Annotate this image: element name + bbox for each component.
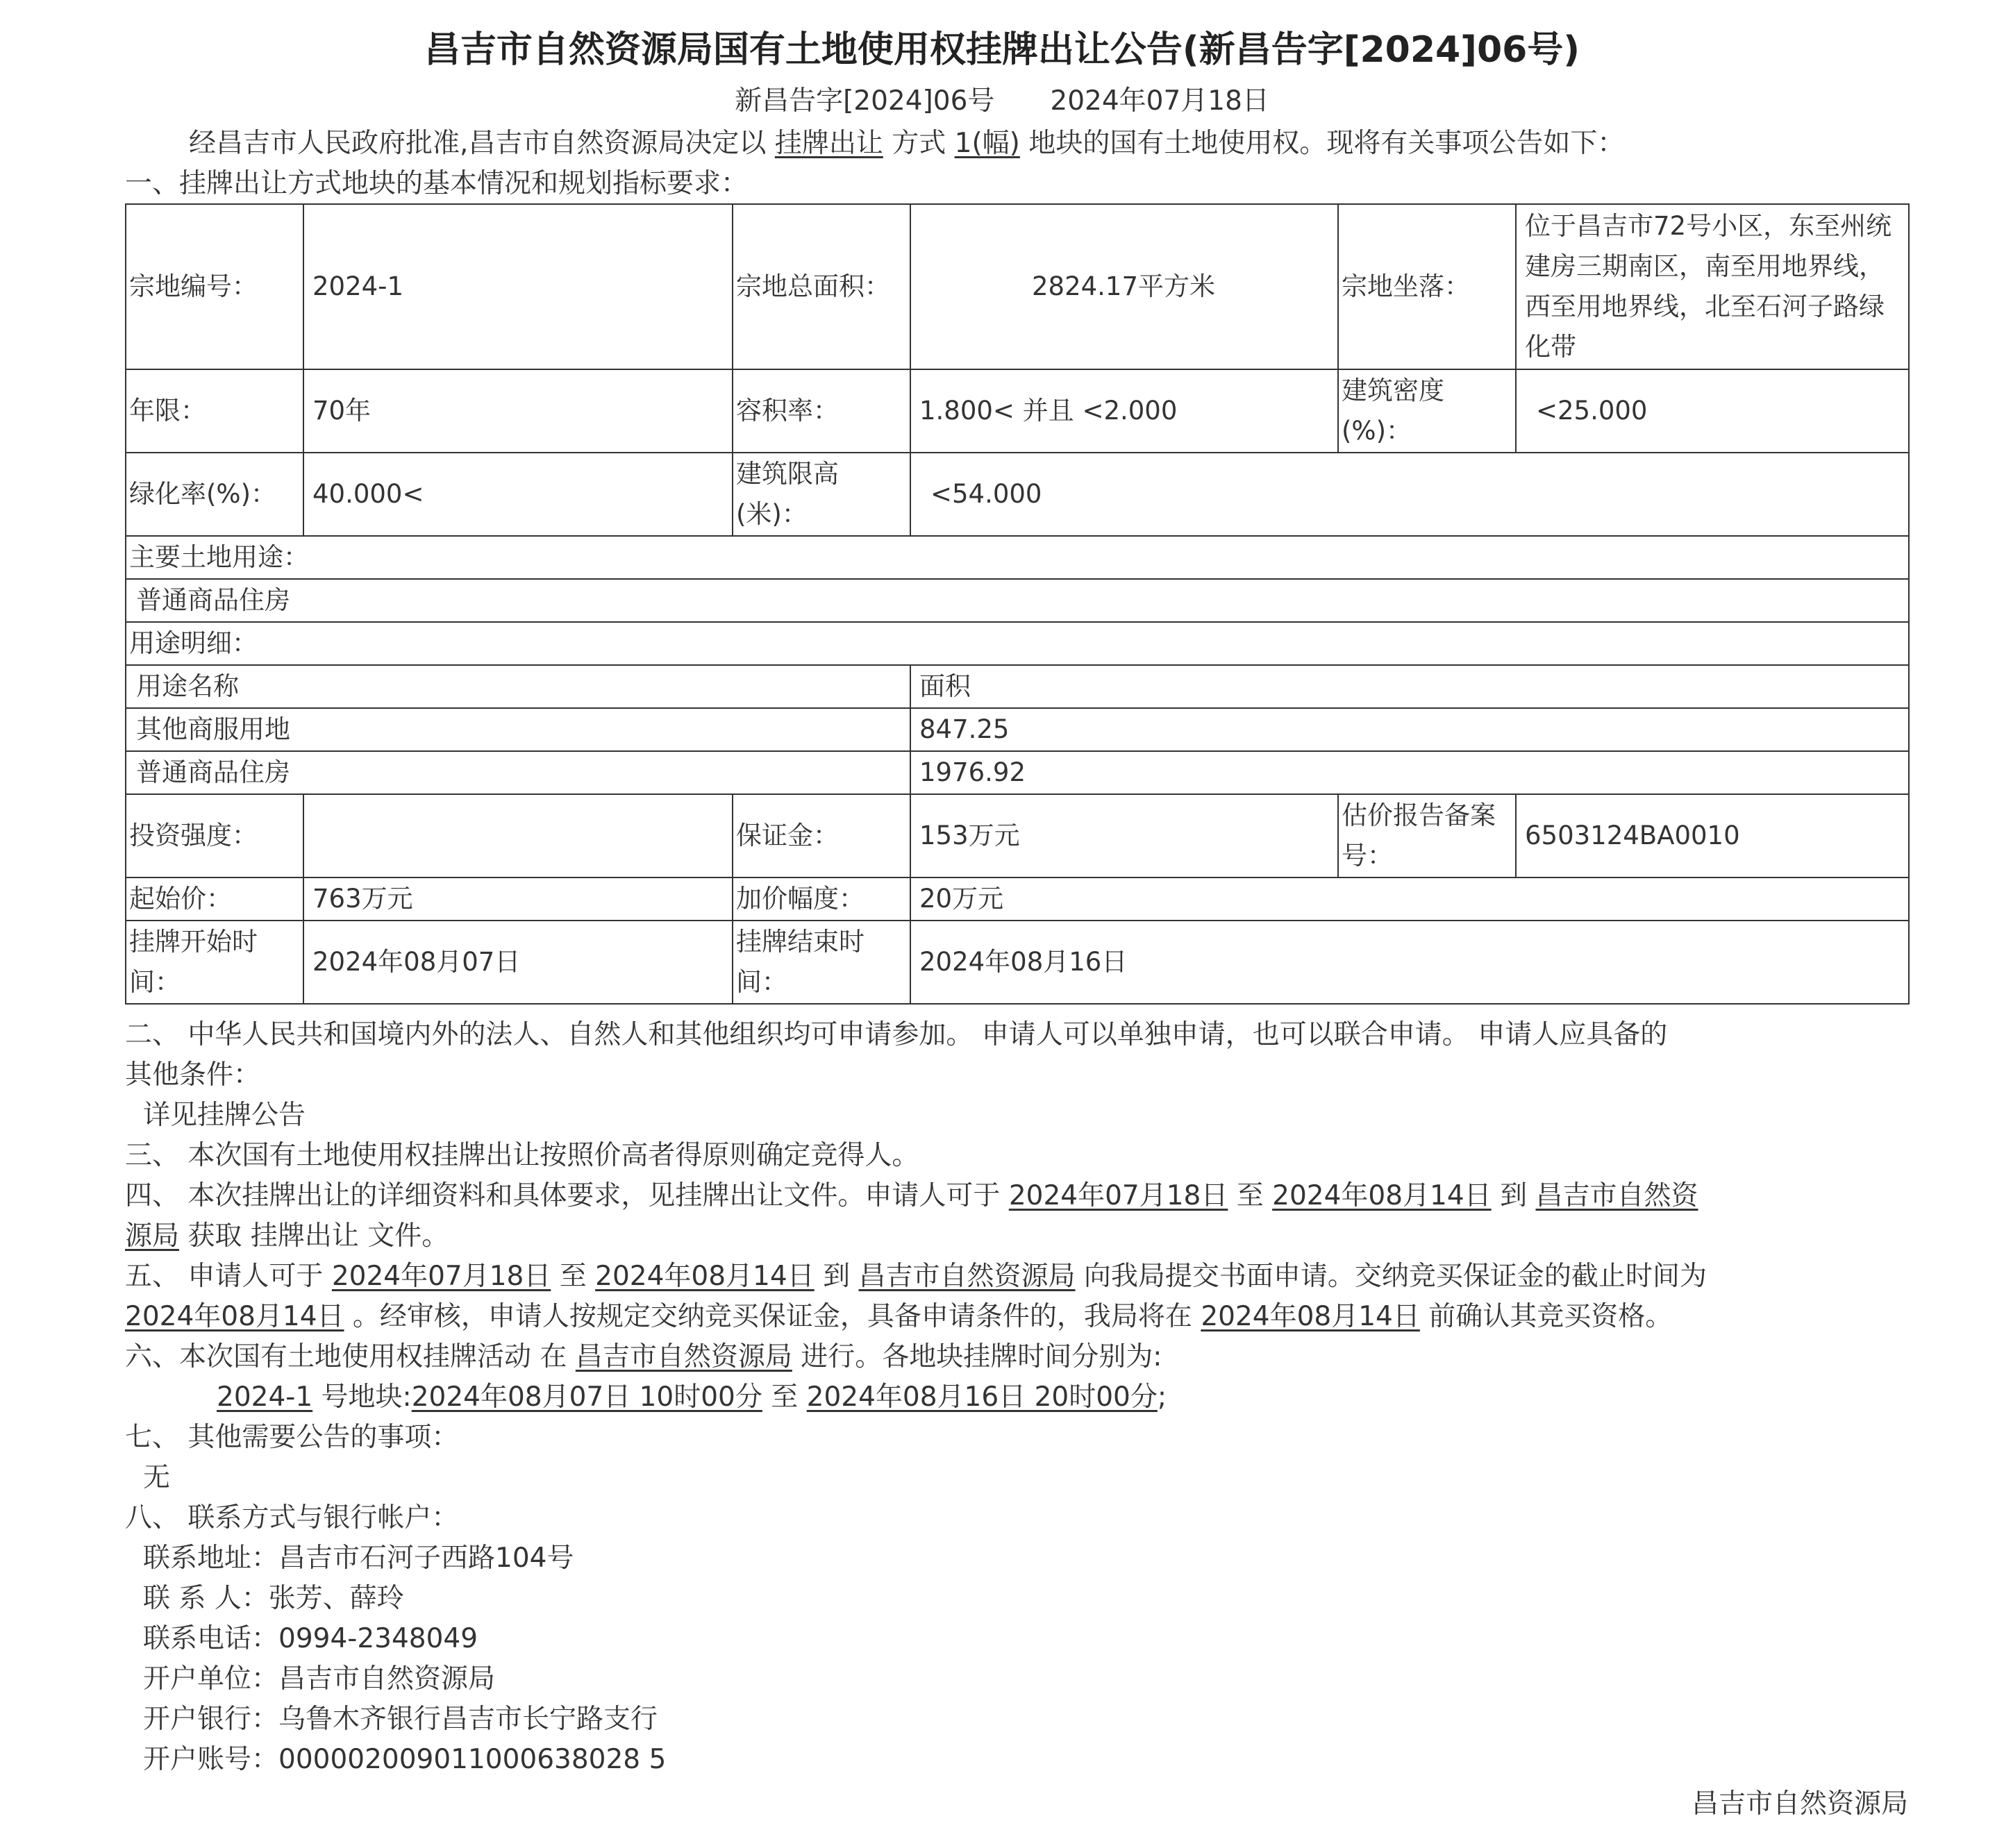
doc-meta: [0, 82, 2004, 121]
table-row: [126, 665, 1909, 708]
deposit-label: 保证金：: [733, 794, 910, 877]
section5-place: 昌吉市自然资源局: [858, 1261, 1076, 1292]
account-number: 开户账号：000002009011000638028 5: [143, 1744, 667, 1775]
section5-line1: [125, 1257, 1707, 1297]
density-label: 建筑密度(%)：: [1338, 369, 1516, 453]
section8-heading: 八、 联系方式与银行帐户：: [125, 1502, 459, 1534]
section6-parcel-id: 2024-1: [217, 1381, 313, 1413]
section4-line1: [125, 1176, 1698, 1216]
section2-line1: 二、 中华人民共和国境内外的法人、自然人和其他组织均可申请参加。 申请人可以单独申请，也可以联合申请。 申请人应具备的: [125, 1019, 1668, 1050]
section3: 三、 本次国有土地使用权挂牌出让按照价高者得原则确定竞得人。: [125, 1140, 919, 1171]
listing-end-label: 挂牌结束时间：: [733, 921, 910, 1004]
parcel-info-table: [125, 203, 1910, 1005]
section6-end: 2024年08月16日 20时00分: [806, 1381, 1158, 1413]
table-row: [126, 794, 1909, 877]
section5-line2: [125, 1297, 1672, 1337]
section5-text4: 前确认其竞买资格。: [1428, 1301, 1673, 1332]
section5-text2: 向我局提交书面申请。交纳竞买保证金的截止时间为: [1083, 1261, 1707, 1292]
deposit-value: 153万元: [910, 794, 1338, 877]
appraisal-value: 6503124BA0010: [1516, 794, 1909, 877]
use-area-header: 面积: [910, 665, 1909, 708]
section4-doc: 挂牌出让: [250, 1220, 359, 1252]
table-row: [126, 921, 1909, 1004]
height-value: <54.000: [910, 453, 1909, 536]
parcel-id-value: 2024-1: [303, 204, 733, 369]
issuer-signature: 昌吉市自然资源局: [1691, 1788, 1908, 1820]
account-unit: 开户单位：昌吉市自然资源局: [143, 1663, 496, 1695]
section6-place: 昌吉市自然资源局: [575, 1341, 792, 1372]
section4-date-from: 2024年07月18日: [1008, 1180, 1228, 1211]
section4-line2: [125, 1216, 449, 1257]
section4-to: 至: [1236, 1180, 1264, 1211]
section5-at: 到: [823, 1261, 851, 1292]
section5-date-to: 2024年08月14日: [595, 1261, 815, 1292]
increment-label: 加价幅度：: [733, 877, 910, 921]
table-row: [126, 369, 1909, 453]
use-area-cell: 1976.92: [910, 751, 1909, 794]
listing-end-value: 2024年08月16日: [910, 921, 1909, 1004]
main-use-value: 普通商品住房: [126, 579, 1909, 622]
use-name-header: 用途名称: [126, 665, 910, 708]
parcel-location-label: 宗地坐落：: [1338, 204, 1516, 369]
doc-date: 2024年07月18日: [1050, 85, 1269, 117]
table-row: [126, 536, 1909, 579]
section4-place: 昌吉市自然资: [1535, 1180, 1698, 1211]
section6-text: 六、本次国有土地使用权挂牌活动 在: [125, 1341, 567, 1372]
start-price-value: 763万元: [303, 877, 733, 921]
contact-address: 联系地址：昌吉市石河子西路104号: [143, 1543, 574, 1574]
intro-count: 1(幅): [954, 128, 1020, 159]
section5-date-from: 2024年07月18日: [331, 1261, 551, 1292]
listing-start-value: 2024年08月07日: [303, 921, 733, 1004]
section7-value: 无: [143, 1462, 171, 1493]
height-label: 建筑限高(米)：: [733, 453, 910, 536]
far-label: 容积率：: [733, 369, 910, 453]
section6-parcel-suffix: 号地块:: [321, 1381, 412, 1413]
start-price-label: 起始价：: [126, 877, 303, 921]
parcel-area-value: 2824.17平方米: [910, 204, 1338, 369]
use-name-cell: 普通商品住房: [126, 751, 910, 794]
section4-get: 获取: [187, 1220, 242, 1252]
use-area-cell: 847.25: [910, 708, 1909, 751]
table-row: [126, 708, 1909, 751]
intro-prefix: 经昌吉市人民政府批准,昌吉市自然资源局决定以: [189, 128, 767, 159]
appraisal-label: 估价报告备案号：: [1338, 794, 1516, 877]
section5-to: 至: [559, 1261, 587, 1292]
section7-heading: 七、 其他需要公告的事项：: [125, 1422, 459, 1453]
section5-text3: 。经审核，申请人按规定交纳竞买保证金，具备申请条件的，我局将在: [352, 1301, 1192, 1332]
doc-number: 新昌告字[2024]06号: [735, 85, 995, 117]
parcel-id-label: 宗地编号：: [126, 204, 303, 369]
invest-value: [303, 794, 733, 877]
use-detail-label: 用途明细：: [126, 622, 1909, 665]
section5-confirm-date: 2024年08月14日: [1201, 1301, 1420, 1332]
contact-person: 联 系 人：张芳、薛玲: [143, 1583, 404, 1614]
section6-start: 2024年08月07日 10时00分: [411, 1381, 762, 1413]
section6-text2: 进行。各地块挂牌时间分别为:: [801, 1341, 1162, 1372]
use-name-cell: 其他商服用地: [126, 708, 910, 751]
contact-phone: 联系电话：0994-2348049: [143, 1623, 478, 1654]
section5-text: 五、 申请人可于: [125, 1261, 324, 1292]
section1-heading: 一、挂牌出让方式地块的基本情况和规划指标要求：: [125, 168, 749, 199]
section6-line1: [125, 1337, 1162, 1377]
table-row: [126, 579, 1909, 622]
section4-at: 到: [1500, 1180, 1528, 1211]
section4-end: 文件。: [367, 1220, 449, 1252]
density-value: <25.000: [1516, 369, 1909, 453]
table-row: [126, 877, 1909, 921]
intro-suffix: 地块的国有土地使用权。现将有关事项公告如下：: [1028, 128, 1625, 159]
parcel-area-label: 宗地总面积：: [733, 204, 910, 369]
invest-label: 投资强度：: [126, 794, 303, 877]
parcel-location-value: 位于昌吉市72号小区，东至州统建房三期南区，南至用地界线，西至用地界线，北至石河子路绿化带: [1516, 204, 1909, 369]
intro-paragraph: [189, 124, 1624, 164]
increment-value: 20万元: [910, 877, 1909, 921]
section4-date-to: 2024年08月14日: [1272, 1180, 1492, 1211]
green-label: 绿化率(%)：: [126, 453, 303, 536]
section4-place-cont: 源局: [125, 1220, 180, 1252]
main-use-label: 主要土地用途：: [126, 536, 1909, 579]
section6-to: 至: [771, 1381, 799, 1413]
listing-start-label: 挂牌开始时间：: [126, 921, 303, 1004]
section5-deadline: 2024年08月14日: [125, 1301, 344, 1332]
section6-line2: [217, 1377, 1167, 1418]
section4-text: 四、 本次挂牌出让的详细资料和具体要求，见挂牌出让文件。申请人可于: [125, 1180, 1001, 1211]
section2-line2: 其他条件：: [125, 1059, 261, 1091]
section6-end-punct: ;: [1157, 1381, 1167, 1413]
intro-method: 挂牌出让: [774, 128, 883, 159]
far-value: 1.800< 并且 <2.000: [910, 369, 1338, 453]
green-value: 40.000<: [303, 453, 733, 536]
account-bank: 开户银行：乌鲁木齐银行昌吉市长宁路支行: [143, 1704, 658, 1735]
table-row: [126, 453, 1909, 536]
term-value: 70年: [303, 369, 733, 453]
table-row: [126, 751, 1909, 794]
table-row: [126, 204, 1909, 369]
page-title: 昌吉市自然资源局国有土地使用权挂牌出让公告(新昌告字[2024]06号): [424, 29, 1580, 71]
intro-mid: 方式: [892, 128, 946, 159]
section2-line3: 详见挂牌公告: [143, 1100, 306, 1131]
table-row: [126, 622, 1909, 665]
term-label: 年限：: [126, 369, 303, 453]
